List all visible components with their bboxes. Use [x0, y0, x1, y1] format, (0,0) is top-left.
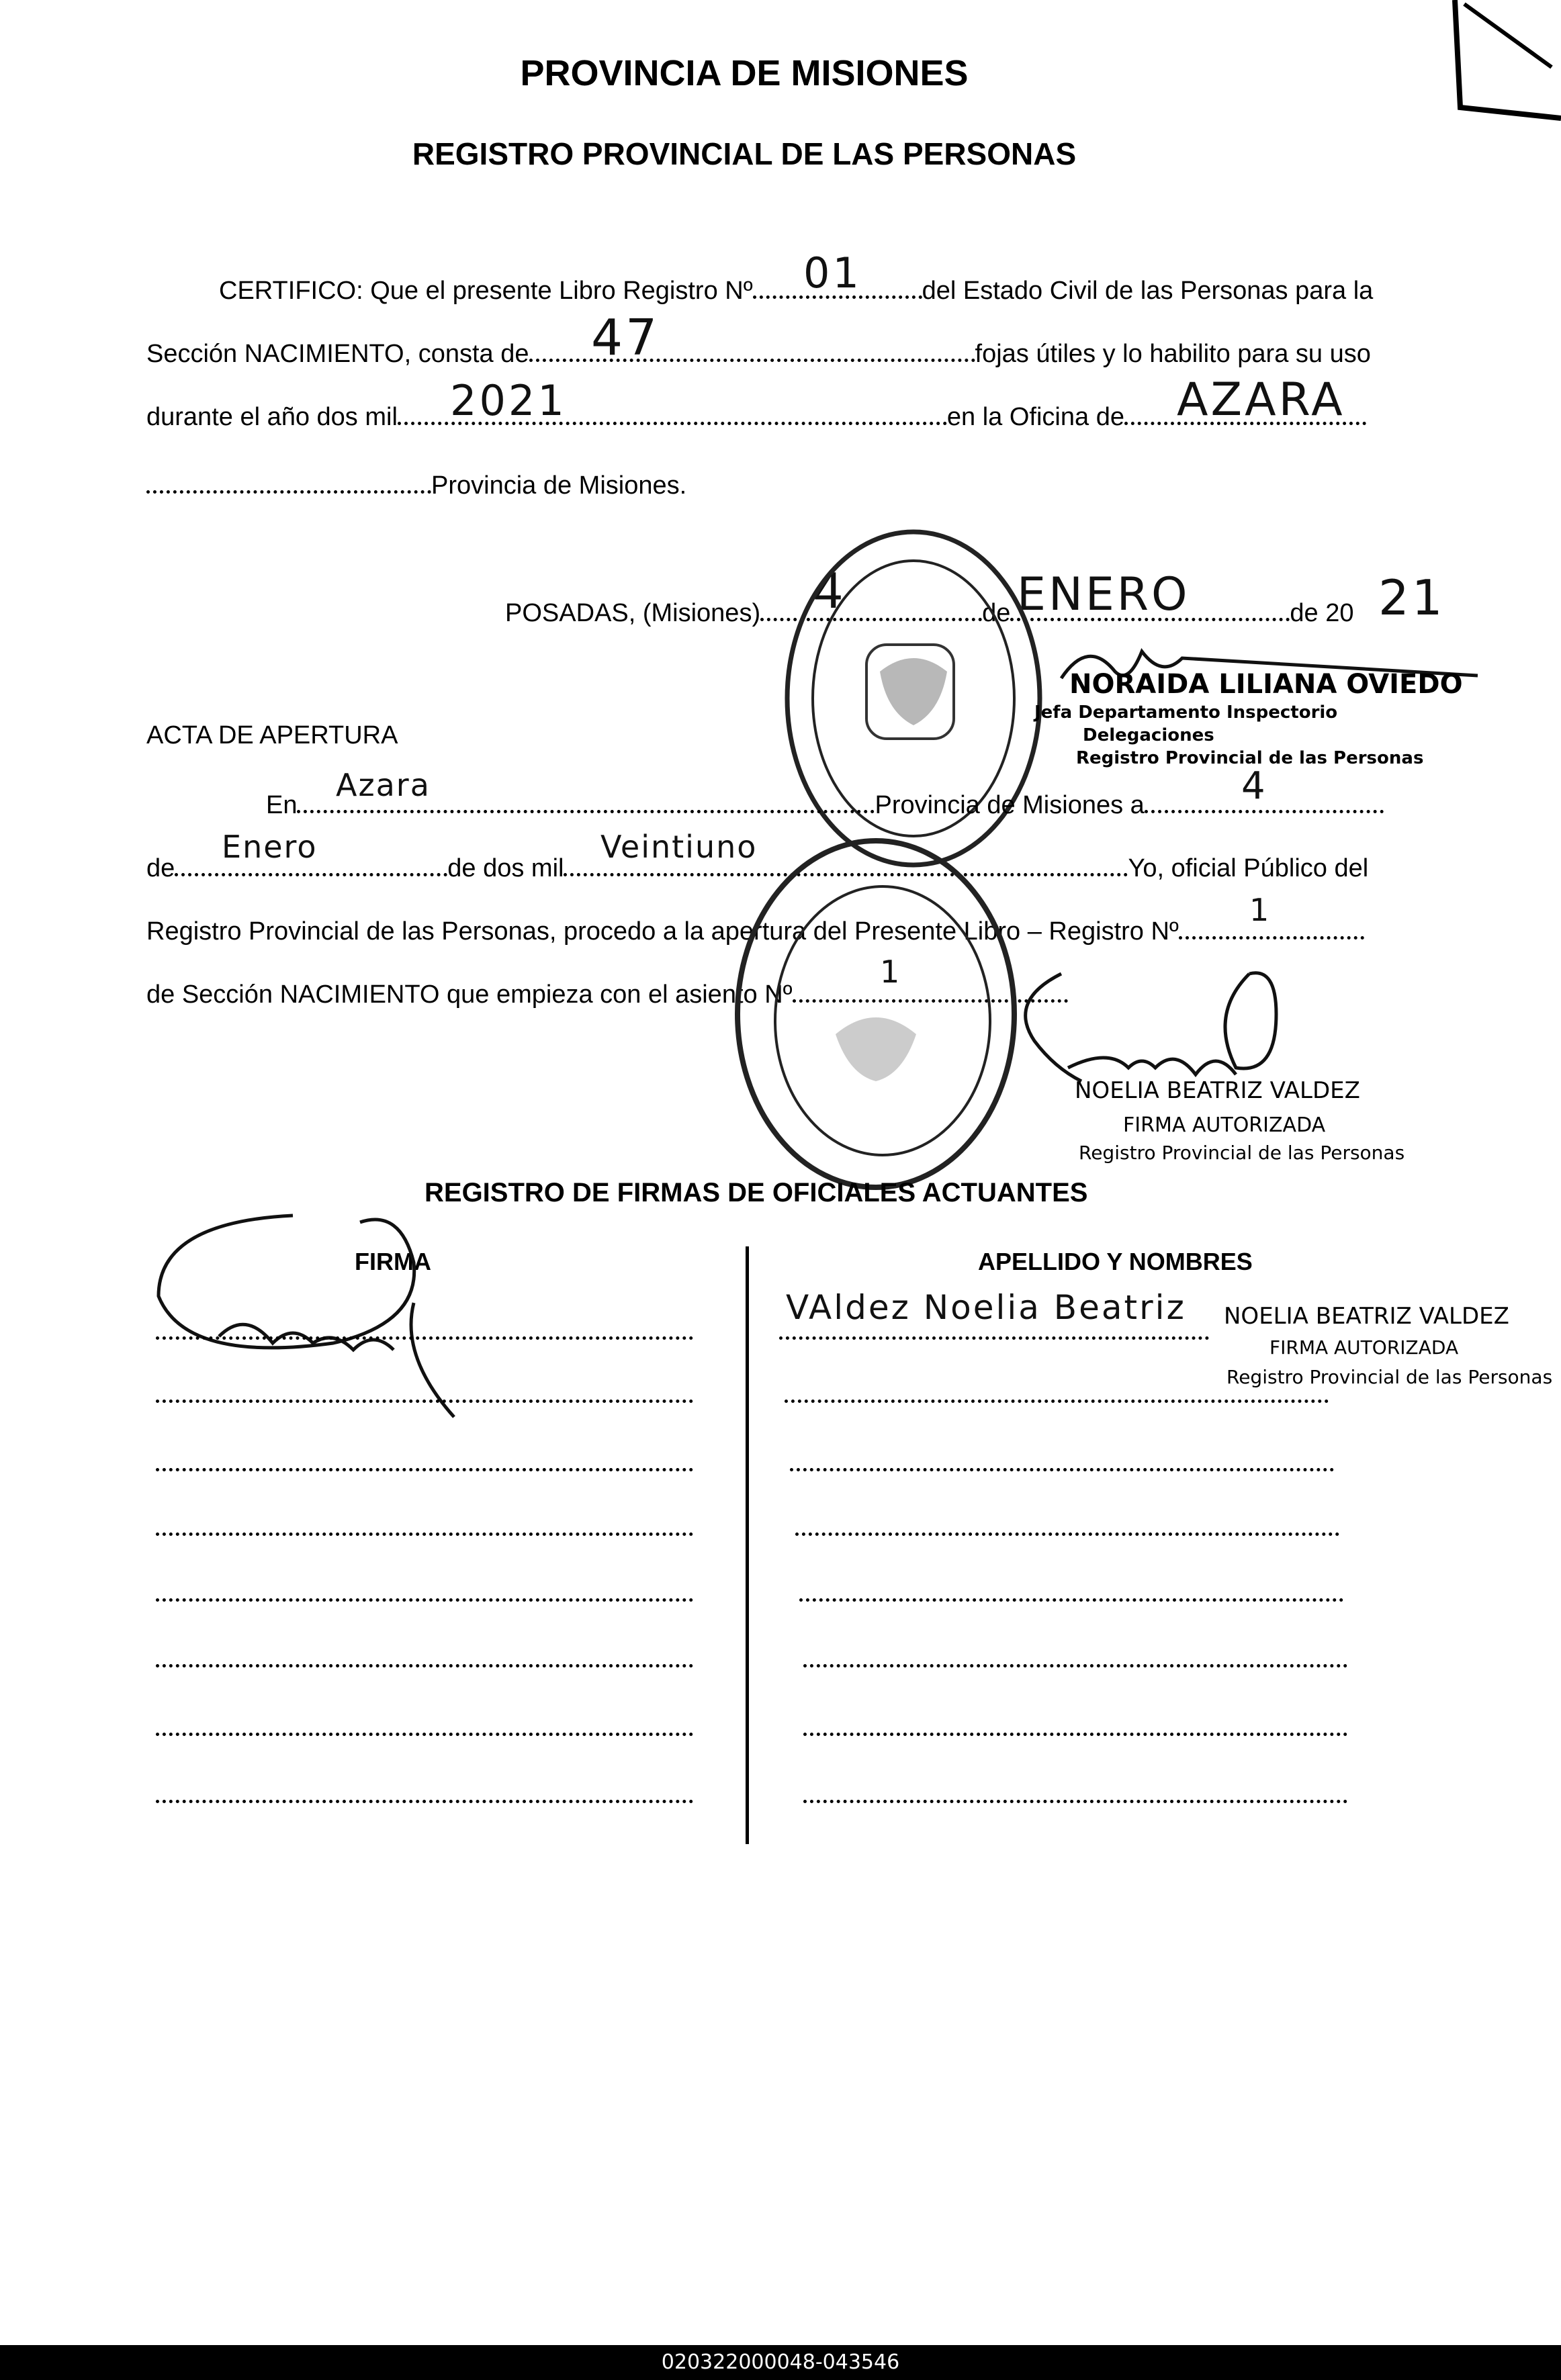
handwritten-year: 2021 [450, 376, 567, 425]
certificate-line-2: Sección NACIMIENTO, consta de fojas útiles y lo habilito para su uso [146, 340, 1371, 368]
name-line-6 [803, 1664, 1347, 1667]
signature-line-1 [156, 1336, 693, 1340]
opening-line-1: En Provincia de Misiones a [266, 791, 1384, 820]
name-line-5 [799, 1598, 1343, 1602]
name-line-4 [795, 1532, 1339, 1536]
certificate-line-1: CERTIFICO: Que el presente Libro Registro Nº del Estado Civil de las Personas para la [219, 277, 1374, 305]
handwritten-opening-month: Enero [222, 829, 318, 865]
handwritten-month: ENERO [1017, 568, 1190, 621]
official-stamp-name: NORAIDA LILIANA OVIEDO [1069, 669, 1463, 700]
certificate-line-3: durante el año dos mil en la Oficina de [146, 403, 1366, 432]
name-line-2 [785, 1400, 1329, 1403]
handwritten-folios: 47 [591, 309, 660, 367]
handwritten-officer-name: VAldez Noelia Beatriz [786, 1288, 1186, 1327]
officer-stamp-line-2: Registro Provincial de las Personas [1226, 1366, 1553, 1388]
document-title: PROVINCIA DE MISIONES [520, 53, 969, 93]
authorizer-stamp-line-1: FIRMA AUTORIZADA [1123, 1113, 1326, 1137]
official-stamp-line-1: Jefa Departamento Inspectorio [1034, 702, 1338, 723]
signature-line-4 [156, 1532, 693, 1536]
handwritten-entry-number: 1 [880, 954, 901, 990]
authorizer-stamp-name: NOELIA BEATRIZ VALDEZ [1075, 1077, 1360, 1104]
officer-stamp-line-1: FIRMA AUTORIZADA [1269, 1336, 1459, 1359]
name-column-header: APELLIDO Y NOMBRES [978, 1248, 1253, 1275]
signature-line-6 [156, 1664, 693, 1667]
round-seal-ministry [779, 524, 1048, 873]
document-subtitle: REGISTRO PROVINCIAL DE LAS PERSONAS [412, 136, 1077, 171]
officer-signature-scribble [145, 1202, 521, 1424]
corner-fold-mark [1451, 0, 1561, 121]
signature-column-header: FIRMA [355, 1248, 431, 1275]
handwritten-opening-day: 4 [1241, 764, 1267, 808]
handwritten-office: AZARA [1177, 373, 1345, 426]
signature-line-7 [156, 1733, 693, 1736]
opening-line-4: de Sección NACIMIENTO que empieza con el asiento Nº [146, 980, 1068, 1009]
name-line-8 [803, 1800, 1347, 1803]
official-stamp-line-2: Delegaciones [1083, 725, 1214, 745]
signature-line-8 [156, 1800, 693, 1803]
official-stamp-line-3: Registro Provincial de las Personas [1076, 748, 1424, 768]
opening-line-2: de de dos mil Yo, oficial Público del [146, 854, 1369, 882]
handwritten-opening-book-number: 1 [1249, 892, 1271, 928]
handwritten-place: Azara [336, 767, 431, 803]
name-line-3 [790, 1468, 1334, 1471]
handwritten-year-words: Veintiuno [600, 829, 758, 865]
authorizer-stamp-line-2: Registro Provincial de las Personas [1079, 1142, 1405, 1164]
signature-line-5 [156, 1598, 693, 1602]
name-line-7 [803, 1733, 1347, 1736]
signature-line-2 [156, 1400, 693, 1403]
opening-line-3: Registro Provincial de las Personas, procedo a la apertura del Presente Libro – Registro Nº [146, 917, 1364, 946]
scan-footer-id: 020322000048-043546 [0, 2345, 1561, 2380]
certificate-line-4: Provincia de Misiones. [146, 471, 686, 500]
handwritten-day: 4 [813, 563, 846, 619]
handwritten-book-number: 01 [803, 248, 862, 298]
signature-line-3 [156, 1468, 693, 1471]
officer-stamp-name: NOELIA BEATRIZ VALDEZ [1224, 1303, 1509, 1330]
round-seal-direccion [728, 833, 1024, 1195]
date-line: POSADAS, (Misiones) de de 20 [505, 599, 1354, 627]
handwritten-year-suffix: 21 [1378, 569, 1445, 626]
column-divider [746, 1246, 749, 1844]
opening-heading: ACTA DE APERTURA [146, 721, 398, 749]
name-line-1 [779, 1336, 1209, 1340]
signatures-heading: REGISTRO DE FIRMAS DE OFICIALES ACTUANTES [425, 1178, 1088, 1207]
